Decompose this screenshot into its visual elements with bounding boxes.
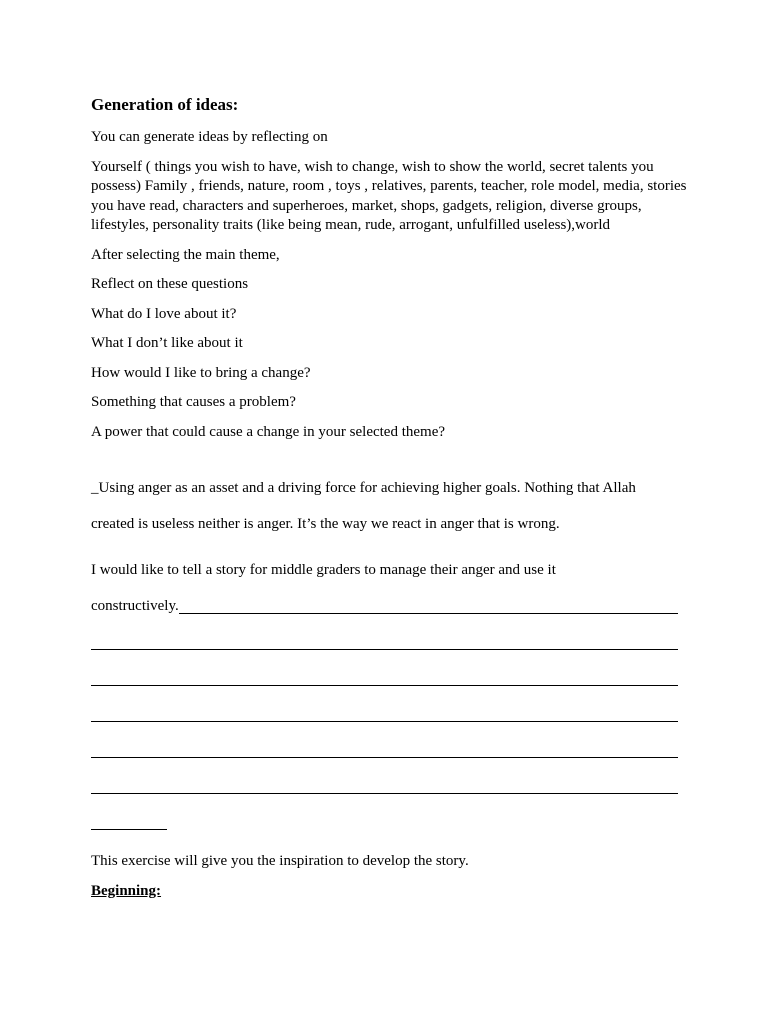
blank-line-row (91, 696, 691, 732)
reflect-list-paragraph: Yourself ( things you wish to have, wish to change, wish to show the world, secret talents you possess) Family , friends, nature, room , toys , relatives, parents, teacher, role model, media, stories you have read, characters and superheroes, market, shops, gadgets, religion, diverse groups, lifestyles, personality traits (like being mean, rude, arrogant, unfulfilled useless),world (91, 158, 687, 233)
section-heading: Generation of ideas: (91, 95, 239, 114)
blank-line-row (91, 660, 691, 696)
blank-line-row (91, 732, 691, 768)
blank-line (91, 793, 678, 794)
exercise-text: This exercise will give you the inspiration to develop the story. (91, 853, 469, 869)
question-item: A power that could cause a change in your selected theme? (91, 423, 446, 440)
beginning-heading (91, 882, 691, 902)
document-content (91, 94, 691, 911)
theme-paragraph (91, 470, 691, 542)
story-line: I would like to tell a story for middle graders to manage their anger and use it (91, 562, 556, 578)
question-item: What I don’t like about it (91, 335, 243, 351)
blank-line (91, 721, 678, 722)
story-line-with-blank (91, 588, 691, 624)
reflect-questions-text: Reflect on these questions (91, 276, 249, 292)
blank-line-row (91, 804, 691, 840)
blank-line (91, 649, 678, 650)
after-theme-text: After selecting the main theme, (91, 246, 280, 263)
question-item: Something that causes a problem? (91, 394, 296, 410)
question-item: How would I like to bring a change? (91, 364, 311, 381)
question-item: What do I love about it? (91, 305, 237, 322)
blank-line (91, 685, 678, 686)
blank-line-row (91, 624, 691, 660)
story-line: constructively. (91, 598, 179, 614)
blank-line (91, 757, 678, 758)
blank-line-row (91, 768, 691, 804)
theme-line: _Using anger as an asset and a driving force for achieving higher goals. Nothing that Allah (91, 480, 636, 496)
beginning-label: Beginning: (91, 882, 162, 899)
blank-line (179, 613, 678, 614)
blank-line (91, 829, 167, 830)
theme-line: created is useless neither is anger. It’s the way we react in anger that is wrong. (91, 516, 560, 532)
intro-text: You can generate ideas by reflecting on (91, 129, 328, 145)
story-paragraph (91, 552, 691, 840)
